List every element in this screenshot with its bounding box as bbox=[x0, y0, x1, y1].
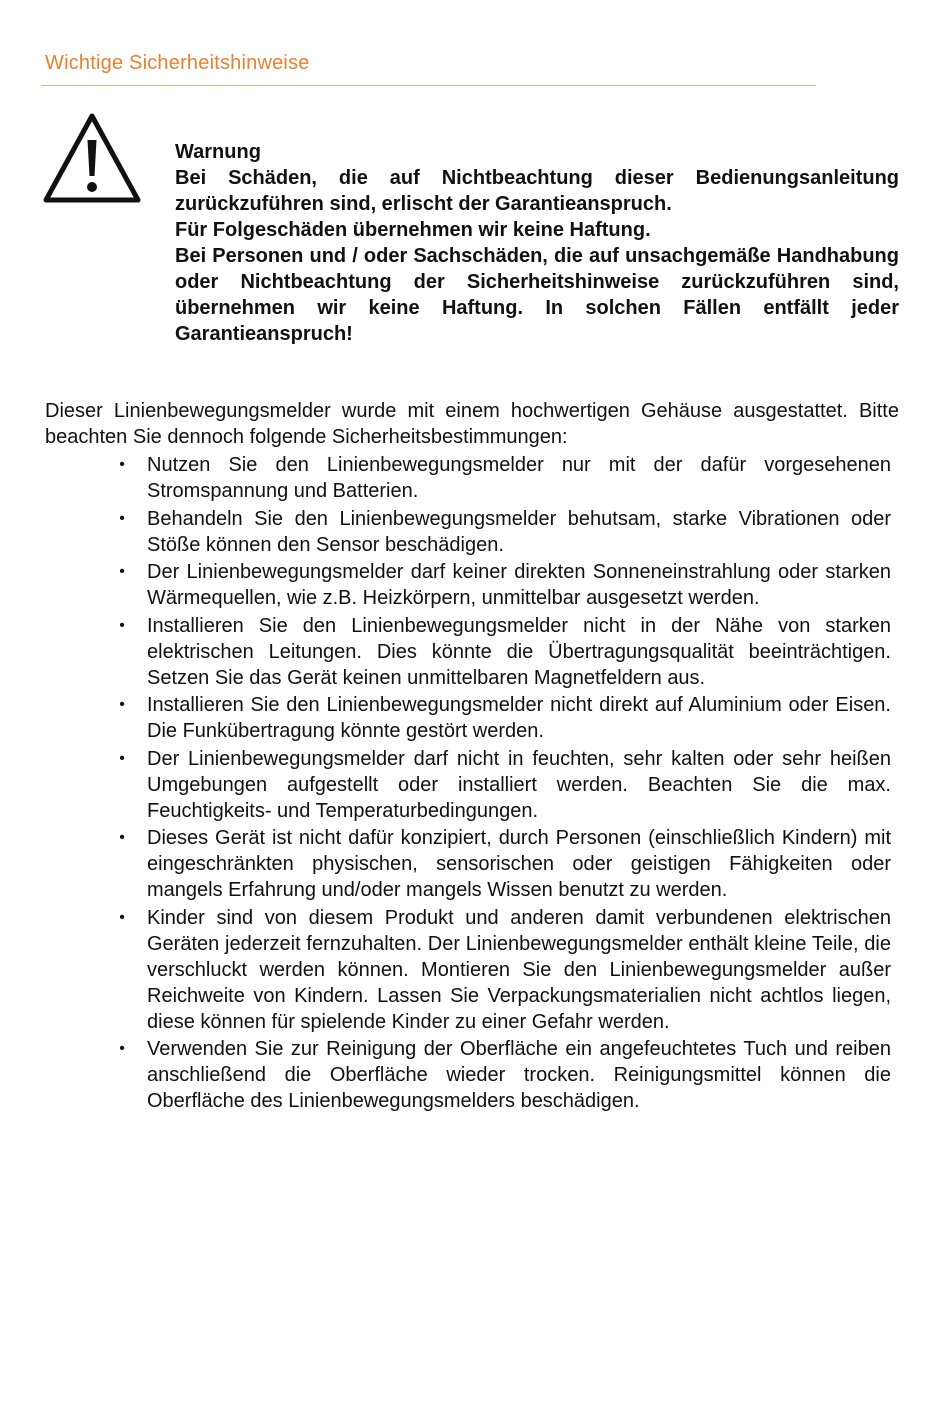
list-item-text: Behandeln Sie den Linienbewegungsmelder behutsam, starke Vibrationen oder Stöße können den Sensor beschädigen. bbox=[147, 507, 891, 556]
warning-block bbox=[175, 139, 899, 347]
bullet-icon: • bbox=[119, 456, 125, 473]
list-item-text: Verwenden Sie zur Reinigung der Oberfläche ein angefeuchtetes Tuch und reiben anschließend die Oberfläche wieder trocken. Reinigungsmittel können die Oberfläche des Linienbewegungsmelders beschädigen. bbox=[147, 1038, 891, 1112]
list-item bbox=[45, 559, 891, 611]
list-item-text: Installieren Sie den Linienbewegungsmelder nicht direkt auf Aluminium oder Eisen. Die Funkübertragung könnte gestört werden. bbox=[147, 694, 891, 742]
safety-rules-list bbox=[45, 452, 891, 1116]
bullet-icon: • bbox=[119, 1040, 125, 1057]
list-item bbox=[45, 905, 891, 1035]
bullet-icon: • bbox=[119, 509, 125, 527]
bullet-icon: • bbox=[119, 616, 125, 634]
bullet-icon: • bbox=[119, 749, 125, 767]
list-item bbox=[45, 613, 891, 691]
list-item-text: Nutzen Sie den Linienbewegungsmelder nur mit der dafür vorgesehenen Stromspannung und Batterien. bbox=[147, 454, 891, 502]
warning-paragraph: Bei Schäden, die auf Nichtbeachtung dieser Bedienungsanleitung zurückzuführen sind, erlischt der Garantieanspruch. bbox=[175, 167, 899, 215]
list-item bbox=[45, 452, 891, 504]
list-item bbox=[45, 825, 891, 903]
warning-paragraph: Für Folgeschäden übernehmen wir keine Haftung. bbox=[175, 219, 651, 241]
list-item-text: Installieren Sie den Linienbewegungsmelder nicht in der Nähe von starken elektrischen Leitungen. Dies könnte die Übertragungsqualität beeinträchtigen. Setzen Sie das Gerät keinen unmittelbaren Magnetfeldern aus. bbox=[147, 614, 891, 689]
warning-heading: Warnung bbox=[175, 141, 261, 163]
bullet-icon: • bbox=[119, 563, 125, 580]
list-item bbox=[45, 1036, 891, 1114]
warning-triangle-icon bbox=[42, 110, 142, 206]
bullet-icon: • bbox=[119, 829, 125, 846]
list-item-text: Der Linienbewegungsmelder darf keiner direkten Sonneneinstrahlung oder starken Wärmequellen, wie z.B. Heizkörpern, unmittelbar ausgesetzt werden. bbox=[147, 561, 891, 609]
list-item-text: Der Linienbewegungsmelder darf nicht in feuchten, sehr kalten oder sehr heißen Umgebungen aufgestellt oder installiert werden. Beachten Sie die max. Feuchtigkeits- und Temperaturbedingungen. bbox=[147, 747, 891, 822]
page-title: Wichtige Sicherheitshinweise bbox=[45, 52, 310, 74]
list-item bbox=[45, 692, 891, 744]
list-item-text: Kinder sind von diesem Produkt und anderen damit verbundenen elektrischen Geräten jederzeit fernzuhalten. Der Linienbewegungsmelder enthält kleine Teile, die verschluckt werden können. Montieren Sie den Linienbewegungsmelder außer Reichweite von Kindern. Lassen Sie Verpackungsmaterialien nicht achtlos liegen, diese können für spielende Kinder zu einer Gefahr werden. bbox=[147, 906, 891, 1033]
list-item bbox=[45, 506, 891, 558]
bullet-icon: • bbox=[119, 908, 125, 926]
intro-paragraph: Dieser Linienbewegungsmelder wurde mit einem hochwertigen Gehäuse ausgestattet. Bitte beachten Sie dennoch folgende Sicherheitsbestimmungen: bbox=[45, 400, 899, 448]
list-item bbox=[45, 746, 891, 824]
bullet-icon: • bbox=[119, 696, 125, 713]
warning-paragraph: Bei Personen und / oder Sachschäden, die auf unsachgemäße Handhabung oder Nichtbeachtung der Sicherheitshinweise zurückzuführen sind, übernehmen wir keine Haftung. In solchen Fällen entfällt jeder Garantieanspruch! bbox=[175, 245, 899, 345]
list-item-text: Dieses Gerät ist nicht dafür konzipiert, durch Personen (einschließlich Kindern) mit eingeschränkten physischen, sensorischen oder geistigen Fähigkeiten oder mangels Erfahrung und/oder mangels Wissen benutzt zu werden. bbox=[147, 827, 891, 901]
title-divider bbox=[41, 85, 816, 86]
